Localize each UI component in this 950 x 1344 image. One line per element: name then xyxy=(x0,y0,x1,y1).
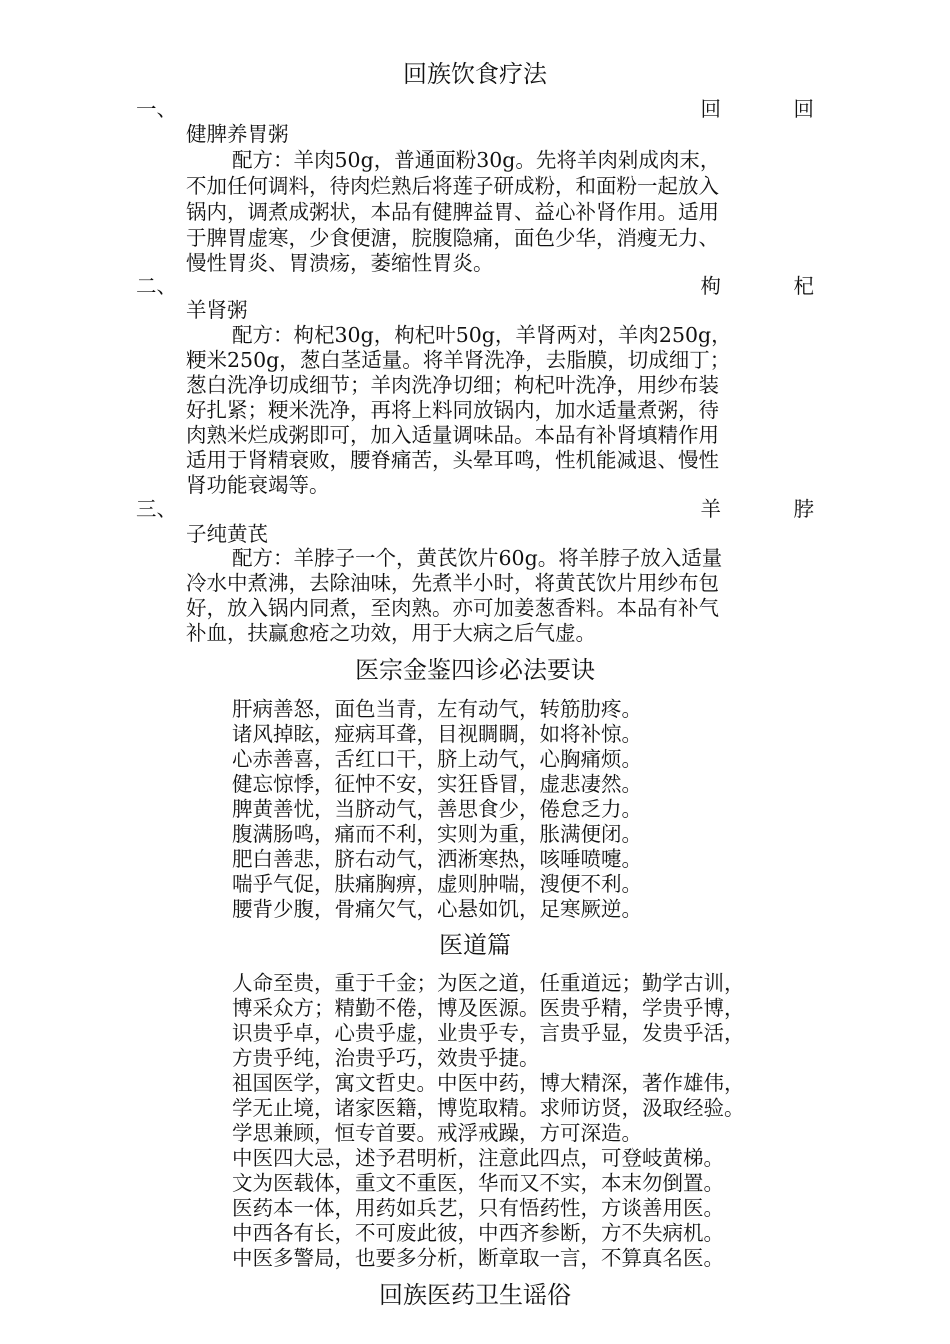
recipe-3-number: 三、 xyxy=(136,497,177,521)
recipe-2-line: 粳米250g，葱白茎适量。将羊肾洗净，去脂膜，切成细丁； xyxy=(186,348,731,372)
essay-line: 中西各有长，不可废此彼，中西齐参断，方不失病机。 xyxy=(232,1221,724,1245)
recipe-3-name-end: 子纯黄芪 xyxy=(186,522,268,546)
section-title-diet-therapy: 回族饮食疗法 xyxy=(403,60,547,88)
recipe-1-number: 一、 xyxy=(136,97,177,121)
section-title-hui-folk-sayings: 回族医药卫生谣俗 xyxy=(379,1281,571,1309)
verse-line: 肝病善怒，面色当青，左有动气，转筋肋疼。 xyxy=(232,697,642,721)
essay-line: 文为医载体，重文不重医，华而又不实，本末勿倒置。 xyxy=(232,1171,724,1195)
recipe-2-name-start: 枸 杞 xyxy=(700,274,840,298)
essay-line: 学思兼顾，恒专首要。戒浮戒躁，方可深造。 xyxy=(232,1121,642,1145)
recipe-2-line: 肾功能衰竭等。 xyxy=(186,473,330,497)
essay-line: 人命至贵，重于千金；为医之道，任重道远；勤学古训， xyxy=(232,971,745,995)
section-title-way-of-medicine: 医道篇 xyxy=(439,931,511,959)
essay-line: 医药本一体，用药如兵艺，只有悟药性，方谈善用医。 xyxy=(232,1196,724,1220)
essay-line: 方贵乎纯，治贵乎巧，效贵乎捷。 xyxy=(232,1046,540,1070)
recipe-1-name-start: 回 回 xyxy=(700,97,840,121)
recipe-1-line: 锅内，调煮成粥状，本品有健脾益胃、益心补肾作用。适用 xyxy=(186,200,719,224)
recipe-3-line: 好，放入锅内同煮，至肉熟。亦可加姜葱香料。本品有补气 xyxy=(186,596,719,620)
recipe-3-line: 冷水中煮沸，去除油味，先煮半小时，将黄芪饮片用纱布包 xyxy=(186,571,719,595)
recipe-1-line: 慢性胃炎、胃溃疡，萎缩性胃炎。 xyxy=(186,251,494,275)
recipe-2-name-end: 羊肾粥 xyxy=(186,298,248,322)
section-title-four-diagnostics: 医宗金鉴四诊必法要诀 xyxy=(355,656,595,684)
verse-line: 腹满肠鸣，痛而不利，实则为重，胀满便闭。 xyxy=(232,822,642,846)
verse-line: 脾黄善忧，当脐动气，善思食少，倦怠乏力。 xyxy=(232,797,642,821)
recipe-1-name-end: 健脾养胃粥 xyxy=(186,122,289,146)
recipe-3-line: 补血，扶赢愈疮之功效，用于大病之后气虚。 xyxy=(186,621,596,645)
recipe-2-line: 好扎紧；粳米洗净，再将上料同放锅内，加水适量煮粥，待 xyxy=(186,398,719,422)
essay-line: 识贵乎卓，心贵乎虚，业贵乎专，言贵乎显，发贵乎活， xyxy=(232,1021,745,1045)
recipe-3-line: 配方：羊脖子一个，黄芪饮片60g。将羊脖子放入适量 xyxy=(232,546,723,570)
recipe-1-line: 于脾胃虚寒，少食便溏，脘腹隐痛，面色少华，消瘦无力、 xyxy=(186,226,719,250)
recipe-2-line: 肉熟米烂成粥即可，加入适量调味品。本品有补肾填精作用 xyxy=(186,423,719,447)
recipe-2-number: 二、 xyxy=(136,274,177,298)
verse-line: 肥白善悲，脐右动气，洒淅寒热，咳唾喷嚏。 xyxy=(232,847,642,871)
verse-line: 喘乎气促，肤痛胸痹，虚则肿喘，溲便不利。 xyxy=(232,872,642,896)
recipe-1-line: 配方：羊肉50g，普通面粉30g。先将羊肉剁成肉末， xyxy=(232,148,721,172)
essay-line: 中医四大忌，述予君明析，注意此四点，可登岐黄梯。 xyxy=(232,1146,724,1170)
recipe-2-line: 配方：枸杞30g，枸杞叶50g，羊肾两对，羊肉250g， xyxy=(232,323,732,347)
verse-line: 健忘惊悸，征忡不安，实狂昏冒，虚悲凄然。 xyxy=(232,772,642,796)
recipe-2-line: 葱白洗净切成细节；羊肉洗净切细；枸杞叶洗净，用纱布装 xyxy=(186,373,719,397)
verse-line: 诸风掉眩，痖病耳聋，目视睭睭，如将补惊。 xyxy=(232,722,642,746)
essay-line: 祖国医学，寓文哲史。中医中药，博大精深，著作雄伟， xyxy=(232,1071,745,1095)
essay-line: 博采众方；精勤不倦，博及医源。医贵乎精，学贵乎博， xyxy=(232,996,745,1020)
essay-line: 学无止境，诸家医籍，博览取精。求师访贤，汲取经验。 xyxy=(232,1096,745,1120)
recipe-2-line: 适用于肾精衰败，腰脊痛苦，头晕耳鸣，性机能减退、慢性 xyxy=(186,448,719,472)
essay-line: 中医多警局，也要多分析，断章取一言，不算真名医。 xyxy=(232,1246,724,1270)
recipe-3-name-start: 羊 脖 xyxy=(700,497,840,521)
verse-line: 心赤善喜，舌红口干，脐上动气，心胸痛烦。 xyxy=(232,747,642,771)
verse-line: 腰背少腹，骨痛欠气，心悬如饥，足寒厥逆。 xyxy=(232,897,642,921)
recipe-1-line: 不加任何调料，待肉烂熟后将莲子研成粉，和面粉一起放入 xyxy=(186,174,719,198)
